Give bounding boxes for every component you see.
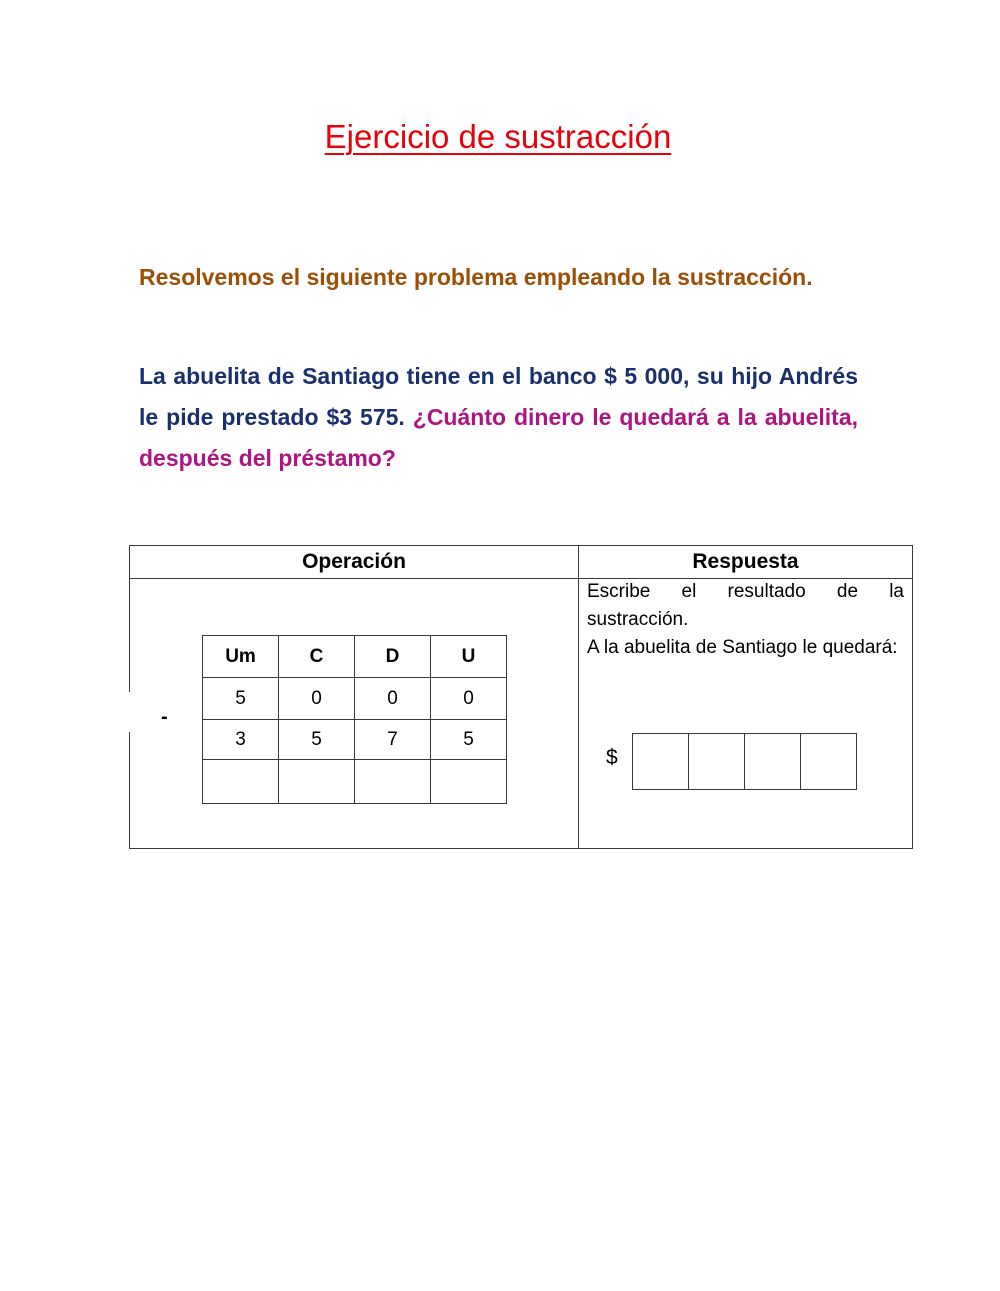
minuend-digit: 0 bbox=[431, 678, 507, 720]
subtrahend-digit: 7 bbox=[355, 720, 431, 760]
result-input-cell[interactable] bbox=[279, 760, 355, 804]
exercise-table-header bbox=[130, 546, 912, 579]
place-value-um: Um bbox=[203, 636, 279, 678]
subtrahend-digit: 3 bbox=[203, 720, 279, 760]
problem-statement: La abuelita de Santiago tiene en el banco $ 5 000, su hijo Andrés le pide prestado $3 575. bbox=[139, 363, 858, 430]
problem-text bbox=[139, 356, 858, 479]
answer-prompt: A la abuelita de Santiago le quedará: bbox=[587, 637, 898, 658]
minuend-row bbox=[203, 678, 507, 720]
answer-input-box[interactable] bbox=[633, 734, 689, 790]
minuend-digit: 5 bbox=[203, 678, 279, 720]
answer-instruction: Escribe el resultado de la sustracción. bbox=[587, 581, 904, 630]
answer-boxes bbox=[632, 733, 857, 790]
minus-sign: - bbox=[161, 706, 168, 728]
answer-input-box[interactable] bbox=[801, 734, 857, 790]
result-row bbox=[203, 760, 507, 804]
answer-input-box[interactable] bbox=[689, 734, 745, 790]
result-input-cell[interactable] bbox=[431, 760, 507, 804]
place-value-d: D bbox=[355, 636, 431, 678]
problem-question: ¿Cuánto dinero le quedará a la abuelita, después del préstamo? bbox=[139, 404, 859, 471]
minuend-digit: 0 bbox=[279, 678, 355, 720]
exercise-table bbox=[129, 545, 913, 849]
answer-input-box[interactable] bbox=[745, 734, 801, 790]
place-value-header-row bbox=[203, 636, 507, 678]
page-title: Ejercicio de sustracción bbox=[324, 118, 672, 155]
place-value-table bbox=[202, 635, 507, 804]
instruction-text: Resolvemos el siguiente problema empleando la sustracción. bbox=[139, 264, 813, 290]
subtrahend-digit: 5 bbox=[431, 720, 507, 760]
border-gap bbox=[127, 692, 132, 732]
currency-symbol: $ bbox=[606, 746, 618, 769]
result-input-cell[interactable] bbox=[355, 760, 431, 804]
place-value-u: U bbox=[431, 636, 507, 678]
place-value-c: C bbox=[279, 636, 355, 678]
subtrahend-row bbox=[203, 720, 507, 760]
subtrahend-digit: 5 bbox=[279, 720, 355, 760]
result-input-cell[interactable] bbox=[203, 760, 279, 804]
header-operation: Operación bbox=[302, 550, 406, 573]
column-divider bbox=[578, 546, 579, 848]
header-answer: Respuesta bbox=[692, 550, 799, 573]
minuend-digit: 0 bbox=[355, 678, 431, 720]
